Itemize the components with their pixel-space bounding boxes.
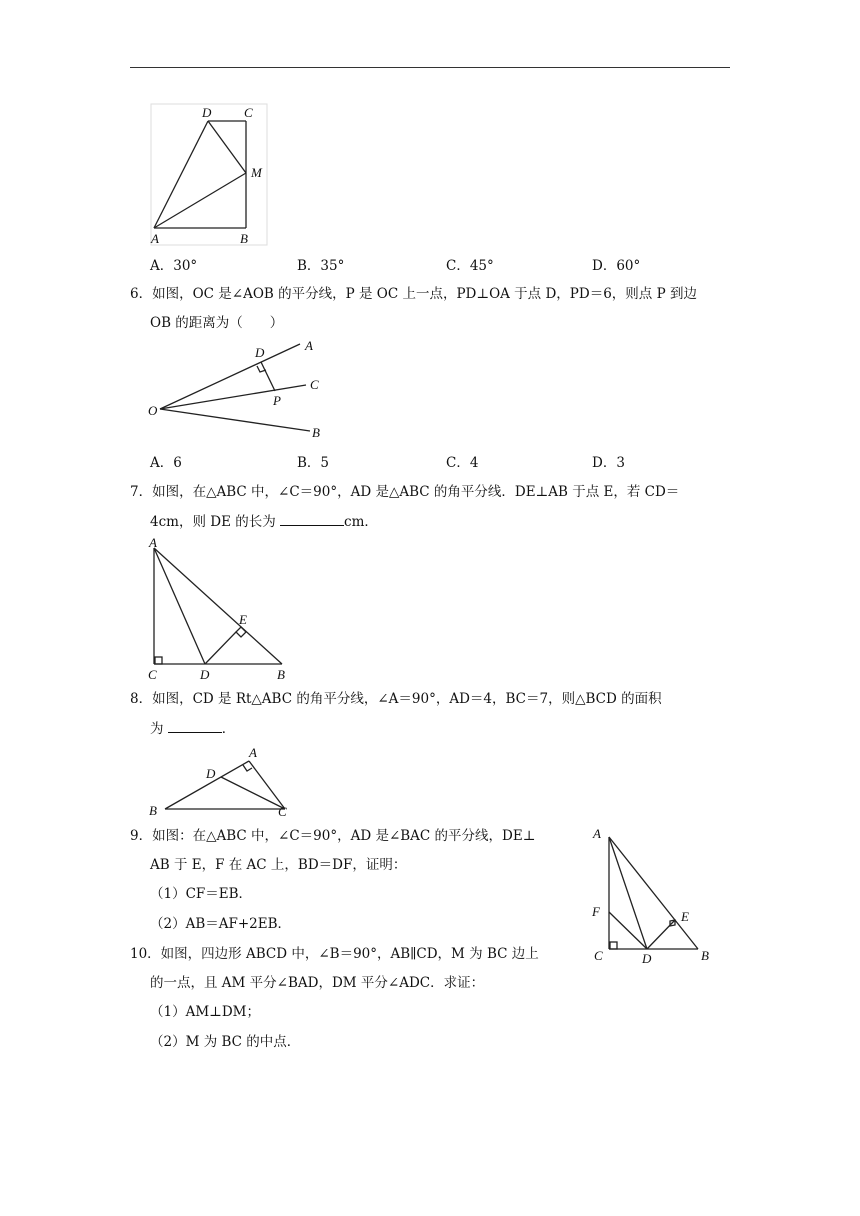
q8-figure xyxy=(145,742,300,820)
q7-text-line2-post: cm． xyxy=(344,514,378,530)
q6-figure xyxy=(140,338,340,446)
q6-option-a: A．6 xyxy=(150,455,182,471)
q5-label-b: B xyxy=(240,231,248,246)
q7-label-a: A xyxy=(149,536,157,550)
q8-text-line2 xyxy=(150,718,235,739)
q6-label-c: C xyxy=(310,377,319,392)
q5-label-c: C xyxy=(244,105,253,120)
q10-text-line1: 10．如图，四边形 ABCD 中，∠B＝90°，AB∥CD，M 为 BC 边上 xyxy=(130,946,539,962)
q9-figure xyxy=(588,823,718,966)
q10-sub1: （1）AM⊥DM； xyxy=(150,1004,261,1020)
q9-label-b: B xyxy=(701,948,709,963)
q8-answer-blank[interactable] xyxy=(168,718,222,733)
q7-text-line2-pre: 4cm，则 DE 的长为 xyxy=(150,514,281,530)
q7-answer-blank[interactable] xyxy=(280,511,344,526)
q6-label-d: D xyxy=(255,345,265,360)
q7-label-b: B xyxy=(277,667,285,682)
header-rule xyxy=(130,67,730,68)
q9-text-line1: 9．如图：在△ABC 中，∠C＝90°，AD 是∠BAC 的平分线，DE⊥ xyxy=(130,828,536,844)
q8-text-line1: 8．如图，CD 是 Rt△ABC 的角平分线，∠A＝90°，AD＝4，BC＝7，则△BCD 的面积 xyxy=(130,691,662,707)
q5-option-b: B．35° xyxy=(297,258,345,274)
q7-figure xyxy=(140,536,300,682)
q6-text-line1: 6．如图，OC 是∠AOB 的平分线，P 是 OC 上一点，PD⊥OA 于点 D，PD＝6，则点 P 到边 xyxy=(130,286,697,302)
q5-option-a: A．30° xyxy=(150,258,198,274)
q5-option-c: C．45° xyxy=(446,258,494,274)
q9-sub1: （1）CF＝EB． xyxy=(150,886,253,902)
q7-text-line2 xyxy=(150,511,378,532)
q6-option-c: C．4 xyxy=(446,455,479,471)
q8-text-line2-pre: 为 xyxy=(150,721,168,737)
q9-sub2: （2）AB＝AF+2EB． xyxy=(150,916,292,932)
q5-figure xyxy=(148,100,273,248)
q5-label-m: M xyxy=(251,165,262,180)
q6-label-p: P xyxy=(273,393,281,408)
q6-label-a: A xyxy=(305,338,313,353)
q9-text-line2: AB 于 E，F 在 AC 上，BD＝DF，证明： xyxy=(150,857,407,873)
q10-text-line2: 的一点，且 AM 平分∠BAD，DM 平分∠ADC．求证： xyxy=(150,975,485,991)
q6-option-b: B．5 xyxy=(297,455,330,471)
q8-label-b: B xyxy=(149,803,157,818)
q7-label-e: E xyxy=(239,612,247,627)
q6-label-o: O xyxy=(148,403,158,418)
q6-text-line2: OB 的距离为（ ） xyxy=(150,315,284,331)
q10-sub2: （2）M 为 BC 的中点． xyxy=(150,1034,301,1050)
q8-label-a: A xyxy=(249,745,257,760)
q7-text-line1: 7．如图，在△ABC 中，∠C＝90°，AD 是△ABC 的角平分线．DE⊥AB 于点 E，若 CD＝ xyxy=(130,484,680,500)
q7-label-c: C xyxy=(148,667,157,682)
q7-label-d: D xyxy=(200,667,210,682)
q8-text-line2-post: ． xyxy=(221,721,236,737)
q8-label-d: D xyxy=(206,766,216,781)
q5-option-d: D．60° xyxy=(592,258,641,274)
q6-option-d: D．3 xyxy=(592,455,625,471)
q9-label-f: F xyxy=(592,904,600,919)
q5-label-d: D xyxy=(202,105,212,120)
q9-label-d: D xyxy=(642,951,652,966)
q6-label-b: B xyxy=(312,425,320,440)
q9-label-a: A xyxy=(593,826,601,841)
q9-label-c: C xyxy=(594,948,603,963)
q8-label-c: C xyxy=(278,804,287,819)
q5-label-a: A xyxy=(151,231,159,246)
q9-label-e: E xyxy=(681,909,689,924)
